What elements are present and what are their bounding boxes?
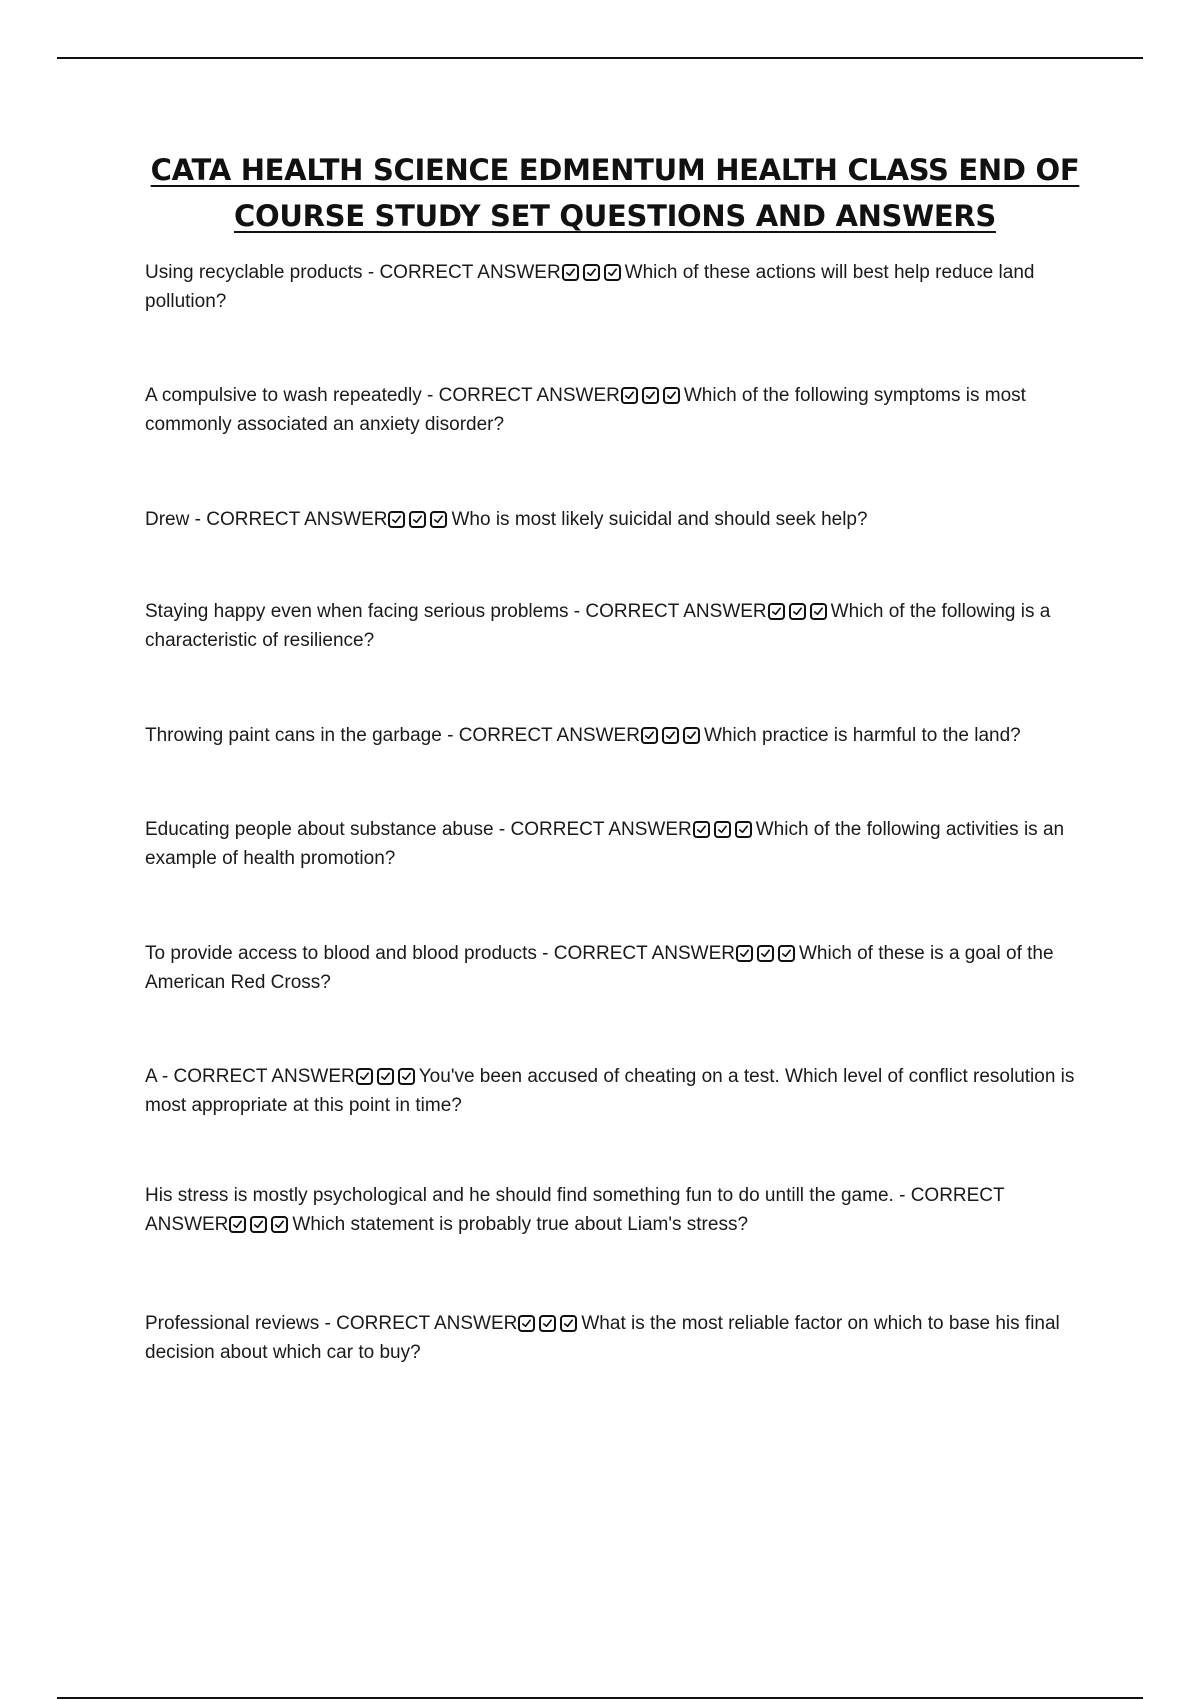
answer-text: Professional reviews: [145, 1313, 320, 1334]
checkbox-checked-icon: [250, 1216, 267, 1233]
title-line-2: COURSE STUDY SET QUESTIONS AND ANSWERS: [234, 199, 996, 233]
checkmark-glyph: [717, 824, 728, 835]
correct-answer-label: CORRECT ANSWER: [585, 601, 767, 622]
correct-answer-label: CORRECT ANSWER: [438, 385, 620, 406]
checkbox-checked-icon: [768, 603, 785, 620]
checkbox-checked-icon: [693, 821, 710, 838]
checkmark-glyph: [380, 1071, 391, 1082]
separator: -: [189, 509, 207, 530]
correct-answer-label: CORRECT ANSWER: [173, 1066, 355, 1087]
checkmarks: [735, 943, 799, 964]
checkmark-glyph: [563, 1318, 574, 1329]
checkmark-glyph: [542, 1318, 553, 1329]
checkmark-glyph: [412, 514, 423, 525]
question-text: You've been accused of cheating on a test. Which level of conflict resolution is most appropriate at this point in time?: [145, 1066, 1075, 1116]
qa-item: [145, 721, 1085, 750]
checkbox-checked-icon: [663, 387, 680, 404]
checkmark-glyph: [665, 730, 676, 741]
checkbox-checked-icon: [683, 727, 700, 744]
checkmarks: [517, 1313, 581, 1334]
checkmarks: [620, 385, 684, 406]
checkmark-glyph: [644, 730, 655, 741]
checkbox-checked-icon: [388, 511, 405, 528]
qa-item: [145, 597, 1085, 655]
separator: -: [156, 1066, 174, 1087]
checkbox-checked-icon: [356, 1068, 373, 1085]
question-text: Which statement is probably true about Liam's stress?: [292, 1214, 749, 1235]
checkmark-glyph: [565, 267, 576, 278]
checkbox-checked-icon: [736, 945, 753, 962]
checkmark-glyph: [645, 390, 656, 401]
qa-item: [145, 381, 1085, 439]
correct-answer-label: CORRECT ANSWER: [458, 725, 640, 746]
checkbox-checked-icon: [604, 264, 621, 281]
checkmark-glyph: [391, 514, 402, 525]
separator: -: [568, 601, 586, 622]
checkmark-glyph: [739, 948, 750, 959]
question-text: Which of the following symptoms is most commonly associated an anxiety disorder?: [145, 385, 1026, 435]
checkbox-checked-icon: [714, 821, 731, 838]
qa-item: [145, 1181, 1085, 1239]
checkmarks: [387, 509, 451, 530]
checkmark-glyph: [781, 948, 792, 959]
checkmark-glyph: [253, 1219, 264, 1230]
separator: -: [493, 819, 511, 840]
checkbox-checked-icon: [735, 821, 752, 838]
answer-text: Staying happy even when facing serious problems: [145, 601, 569, 622]
separator: -: [893, 1185, 911, 1206]
checkmark-glyph: [586, 267, 597, 278]
answer-text: To provide access to blood and blood products: [145, 943, 537, 964]
checkmark-glyph: [792, 606, 803, 617]
checkmark-glyph: [521, 1318, 532, 1329]
separator: -: [536, 943, 554, 964]
checkbox-checked-icon: [398, 1068, 415, 1085]
checkmark-glyph: [607, 267, 618, 278]
checkbox-checked-icon: [562, 264, 579, 281]
checkmark-glyph: [771, 606, 782, 617]
header-rule: [57, 57, 1143, 59]
correct-answer-label: CORRECT ANSWER: [553, 943, 735, 964]
checkbox-checked-icon: [430, 511, 447, 528]
correct-answer-label: CORRECT ANSWER: [206, 509, 388, 530]
checkbox-checked-icon: [778, 945, 795, 962]
checkmark-glyph: [686, 730, 697, 741]
footer-rule: [57, 1697, 1143, 1699]
checkmark-glyph: [696, 824, 707, 835]
separator: -: [319, 1313, 337, 1334]
question-text: Which of the following is a characteristic of resilience?: [145, 601, 1051, 651]
checkbox-checked-icon: [409, 511, 426, 528]
checkbox-checked-icon: [642, 387, 659, 404]
checkmark-glyph: [666, 390, 677, 401]
question-text: Which of these is a goal of the American Red Cross?: [145, 943, 1054, 993]
checkmark-glyph: [738, 824, 749, 835]
checkmark-glyph: [359, 1071, 370, 1082]
checkmark-glyph: [813, 606, 824, 617]
checkmark-glyph: [232, 1219, 243, 1230]
question-text: What is the most reliable factor on which to base his final decision about which car to buy?: [145, 1313, 1060, 1363]
qa-item: [145, 1309, 1085, 1367]
separator: -: [362, 262, 380, 283]
question-text: Which of these actions will best help reduce land pollution?: [145, 262, 1035, 312]
qa-item: [145, 815, 1085, 873]
question-text: Which of the following activities is an example of health promotion?: [145, 819, 1065, 869]
checkmarks: [561, 262, 625, 283]
checkmark-glyph: [433, 514, 444, 525]
checkmarks: [640, 725, 704, 746]
checkbox-checked-icon: [539, 1315, 556, 1332]
checkbox-checked-icon: [229, 1216, 246, 1233]
checkbox-checked-icon: [377, 1068, 394, 1085]
checkbox-checked-icon: [662, 727, 679, 744]
checkbox-checked-icon: [271, 1216, 288, 1233]
answer-text: A: [145, 1066, 157, 1087]
separator: -: [421, 385, 439, 406]
checkmark-glyph: [274, 1219, 285, 1230]
checkmarks: [228, 1214, 292, 1235]
checkmark-glyph: [401, 1071, 412, 1082]
checkmark-glyph: [624, 390, 635, 401]
qa-item: [145, 1062, 1085, 1120]
checkbox-checked-icon: [621, 387, 638, 404]
answer-text: Throwing paint cans in the garbage: [145, 725, 442, 746]
answer-text: A compulsive to wash repeatedly: [145, 385, 422, 406]
checkbox-checked-icon: [583, 264, 600, 281]
checkmark-glyph: [760, 948, 771, 959]
checkmarks: [355, 1066, 419, 1087]
checkmarks: [692, 819, 756, 840]
checkbox-checked-icon: [641, 727, 658, 744]
correct-answer-label: CORRECT ANSWER: [145, 1185, 1005, 1235]
qa-item: [145, 939, 1085, 997]
checkbox-checked-icon: [560, 1315, 577, 1332]
checkbox-checked-icon: [757, 945, 774, 962]
answer-text: Using recyclable products: [145, 262, 363, 283]
separator: -: [441, 725, 459, 746]
correct-answer-label: CORRECT ANSWER: [336, 1313, 518, 1334]
qa-item: [145, 258, 1085, 316]
qa-item: [145, 505, 1085, 534]
page-title: [145, 147, 1085, 239]
title-line-1: CATA HEALTH SCIENCE EDMENTUM HEALTH CLASS END OF: [150, 153, 1080, 187]
question-text: Which practice is harmful to the land?: [703, 725, 1021, 746]
answer-text: Drew: [145, 509, 190, 530]
answer-text: His stress is mostly psychological and he should find something fun to do untill the game.: [145, 1185, 894, 1206]
answer-text: Educating people about substance abuse: [145, 819, 494, 840]
checkmarks: [767, 601, 831, 622]
correct-answer-label: CORRECT ANSWER: [379, 262, 561, 283]
checkbox-checked-icon: [518, 1315, 535, 1332]
checkbox-checked-icon: [789, 603, 806, 620]
question-text: Who is most likely suicidal and should seek help?: [451, 509, 868, 530]
correct-answer-label: CORRECT ANSWER: [510, 819, 692, 840]
checkbox-checked-icon: [810, 603, 827, 620]
